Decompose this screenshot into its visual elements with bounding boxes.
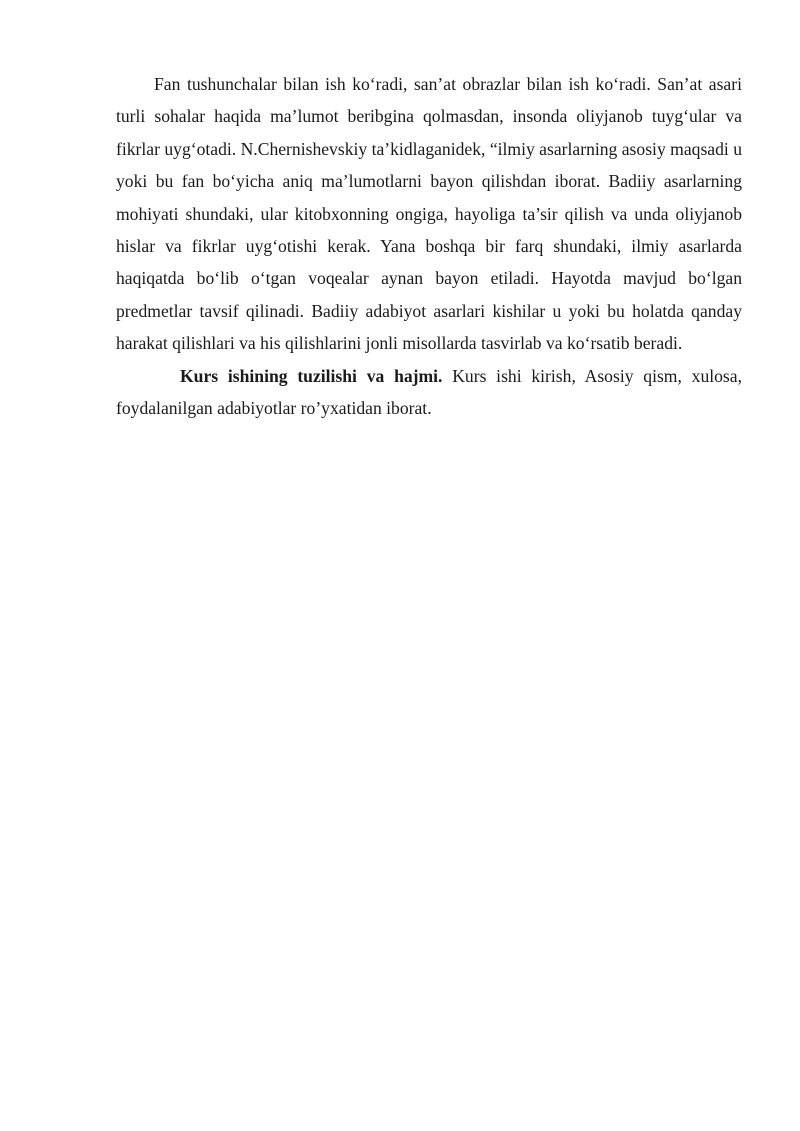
structure-paragraph xyxy=(116,360,742,425)
section-heading-inline: Kurs ishining tuzilishi va hajmi. xyxy=(180,365,443,386)
body-paragraph: Fan tushunchalar bilan ish ko‘radi, san’at obrazlar bilan ish ko‘radi. San’at asari turli sohalar haqida ma’lumot beribgina qolmasdan, insonda oliyjanob tuyg‘ular va fikrlar uyg‘otadi. N.Chernishevskiy ta’kidlaganidek, “ilmiy asarlarning asosiy maqsadi u yoki bu fan bo‘yicha aniq ma’lumotlarni bayon qilishdan iborat. Badiiy asarlarning mohiyati shundaki, ular kitobxonning ongiga, hayoliga ta’sir qilish va unda oliyjanob hislar va fikrlar uyg‘otishi kerak. Yana boshqa bir farq shundaki, ilmiy asarlarda haqiqatda bo‘lib o‘tgan voqealar aynan bayon etiladi. Hayotda mavjud bo‘lgan predmetlar tavsif qilinadi. Badiiy adabiyot asarlari kishilar u yoki bu holatda qanday harakat qilishlari va his qilishlarini jonli misollarda tasvirlab va ko‘rsatib beradi. xyxy=(116,74,742,354)
structure-text: Kurs ishi kirish, Asosiy qism, xulosa, foydalanilgan adabiyotlar ro’yxatidan iborat. xyxy=(116,365,742,419)
document-body xyxy=(116,68,742,424)
